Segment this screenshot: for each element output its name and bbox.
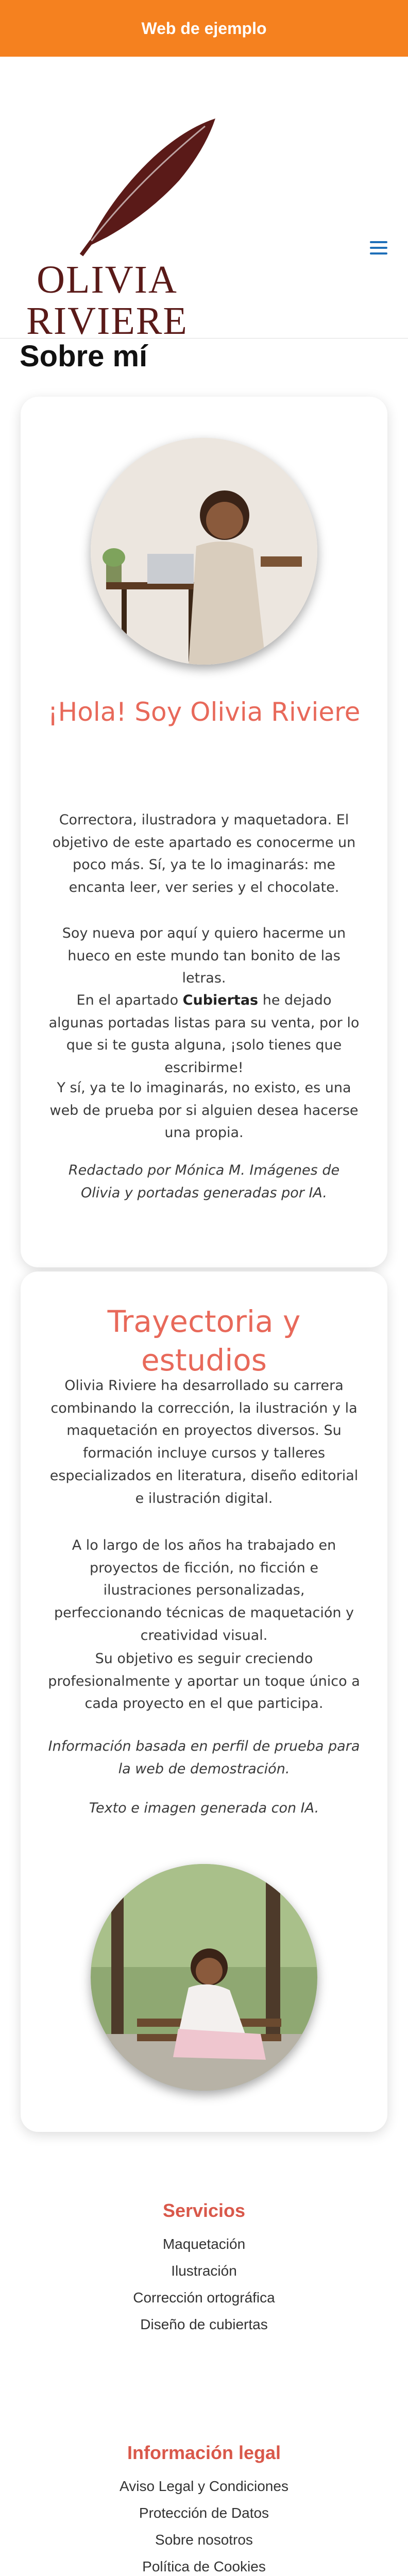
services-heading: Servicios bbox=[162, 2200, 246, 2221]
career-paragraph-2: A lo largo de los años ha trabajado en proyectos de ficción, no ficción e ilustraciones personalizadas, perfeccionando técnicas de maquetación y creatividad visual. bbox=[54, 1537, 354, 1643]
site-logo[interactable] bbox=[20, 108, 236, 343]
announcement-bar bbox=[0, 0, 408, 57]
profile-photo-desk bbox=[91, 438, 317, 665]
career-paragraph-1: Olivia Riviere ha desarrollado su carrera combinando la corrección, la ilustración y la maquetación en proyectos diversos. Su formación incluye cursos y talleres especializados en literatura, diseño editorial e ilustración digital. bbox=[49, 1378, 359, 1506]
about-paragraph-3: En el apartado Cubiertas he dejado algunas portadas listas para su venta, por lo que si te gusta alguna, ¡solo tienes que escribirme! bbox=[48, 992, 360, 1076]
profile-photo-park bbox=[91, 1864, 317, 2091]
footer-link-maquetacion[interactable]: Maquetación bbox=[162, 2236, 246, 2252]
logo-first-name: OLIVIA bbox=[37, 258, 178, 301]
feather-quill-icon bbox=[50, 108, 226, 263]
footer-link-aviso-legal[interactable]: Aviso Legal y Condiciones bbox=[120, 2478, 288, 2494]
footer-link-proteccion-datos[interactable]: Protección de Datos bbox=[139, 2505, 269, 2521]
footer-link-cubiertas[interactable]: Diseño de cubiertas bbox=[140, 2316, 268, 2332]
footer-legal bbox=[0, 2442, 408, 2576]
career-note: Información basada en perfil de prueba para la web de demostración. bbox=[48, 1738, 360, 1777]
logo-last-name: RIVIERE bbox=[26, 299, 188, 343]
about-card bbox=[21, 397, 387, 1267]
hamburger-icon[interactable] bbox=[370, 241, 387, 255]
footer-link-correccion[interactable]: Corrección ortográfica bbox=[133, 2290, 275, 2306]
about-heading: ¡Hola! Soy Olivia Riviere bbox=[47, 697, 361, 727]
footer-link-sobre-nosotros[interactable]: Sobre nosotros bbox=[155, 2532, 253, 2548]
about-paragraph-1: Correctora, ilustradora y maquetadora. El objetivo de este apartado es conocerme un poco más. Sí, ya te lo imaginarás: me encanta leer, ver series y el chocolate. bbox=[52, 812, 356, 896]
career-credit: Texto e imagen generada con IA. bbox=[89, 1800, 319, 1816]
footer-link-ilustracion[interactable]: Ilustración bbox=[171, 2263, 237, 2279]
about-paragraph-4: Y sí, ya te lo imaginarás, no existo, es una web de prueba por si alguien desea hacerse una propia. bbox=[49, 1080, 359, 1141]
legal-heading: Información legal bbox=[127, 2442, 281, 2463]
cubiertas-emphasis: Cubiertas bbox=[182, 992, 259, 1008]
career-card bbox=[21, 1272, 387, 2132]
footer-services bbox=[0, 2200, 408, 2338]
site-tagline: Web de ejemplo bbox=[141, 19, 267, 38]
about-credit: Redactado por Mónica M. Imágenes de Olivia y portadas generadas por IA. bbox=[68, 1162, 340, 1201]
footer-link-cookies[interactable]: Política de Cookies bbox=[142, 2558, 266, 2574]
page-title: Sobre mí bbox=[20, 340, 148, 373]
career-paragraph-3: Su objetivo es seguir creciendo profesionalmente y aportar un toque único a cada proyecto en el que participa. bbox=[48, 1651, 360, 1712]
career-heading: Trayectoria y estudios bbox=[107, 1304, 301, 1378]
about-paragraph-2: Soy nueva por aquí y quiero hacerme un hueco en este mundo tan bonito de las letras. bbox=[62, 925, 346, 987]
site-header bbox=[0, 57, 408, 343]
